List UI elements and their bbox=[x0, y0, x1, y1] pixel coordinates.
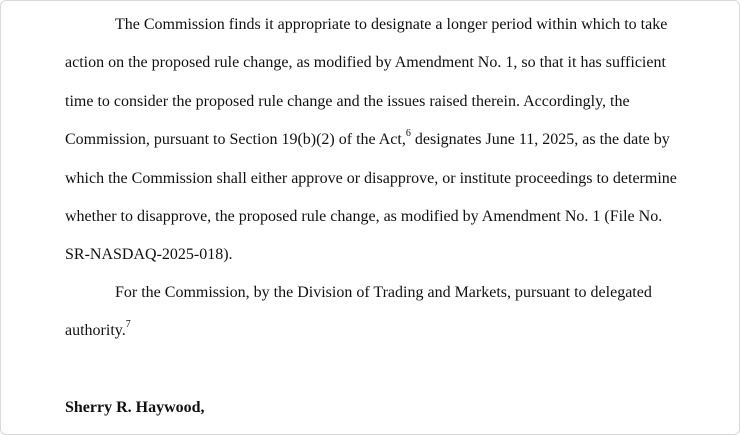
paragraph-1-line-5: which the Commission shall either approve or disapprove, or institute proceedings to determine bbox=[65, 170, 677, 187]
signature-name: Sherry R. Haywood, bbox=[65, 399, 205, 416]
paragraph-1-line-2: action on the proposed rule change, as modified by Amendment No. 1, so that it has sufficient bbox=[65, 54, 666, 71]
footnote-marker-7[interactable]: 7 bbox=[125, 318, 131, 330]
paragraph-1-line-4 bbox=[65, 127, 670, 150]
paragraph-2-line-1: For the Commission, by the Division of Trading and Markets, pursuant to delegated bbox=[115, 284, 652, 301]
paragraph-1-line-3: time to consider the proposed rule change and the issues raised therein. Accordingly, the bbox=[65, 93, 630, 110]
footnote-marker-6[interactable]: 6 bbox=[405, 127, 411, 139]
paragraph-2-line-2 bbox=[65, 318, 131, 341]
paragraph-1-line-7: SR-NASDAQ-2025-018). bbox=[65, 246, 233, 263]
paragraph-1-line-1: The Commission finds it appropriate to designate a longer period within which to take bbox=[115, 16, 668, 33]
paragraph-1-line-4-text-b: designates June 11, 2025, as the date by bbox=[410, 131, 670, 148]
paragraph-2-line-2-text: authority. bbox=[65, 322, 126, 339]
paragraph-1-line-4-text-a: Commission, pursuant to Section 19(b)(2) of the Act, bbox=[65, 131, 406, 148]
paragraph-1-line-6: whether to disapprove, the proposed rule change, as modified by Amendment No. 1 (File No. bbox=[65, 208, 663, 225]
